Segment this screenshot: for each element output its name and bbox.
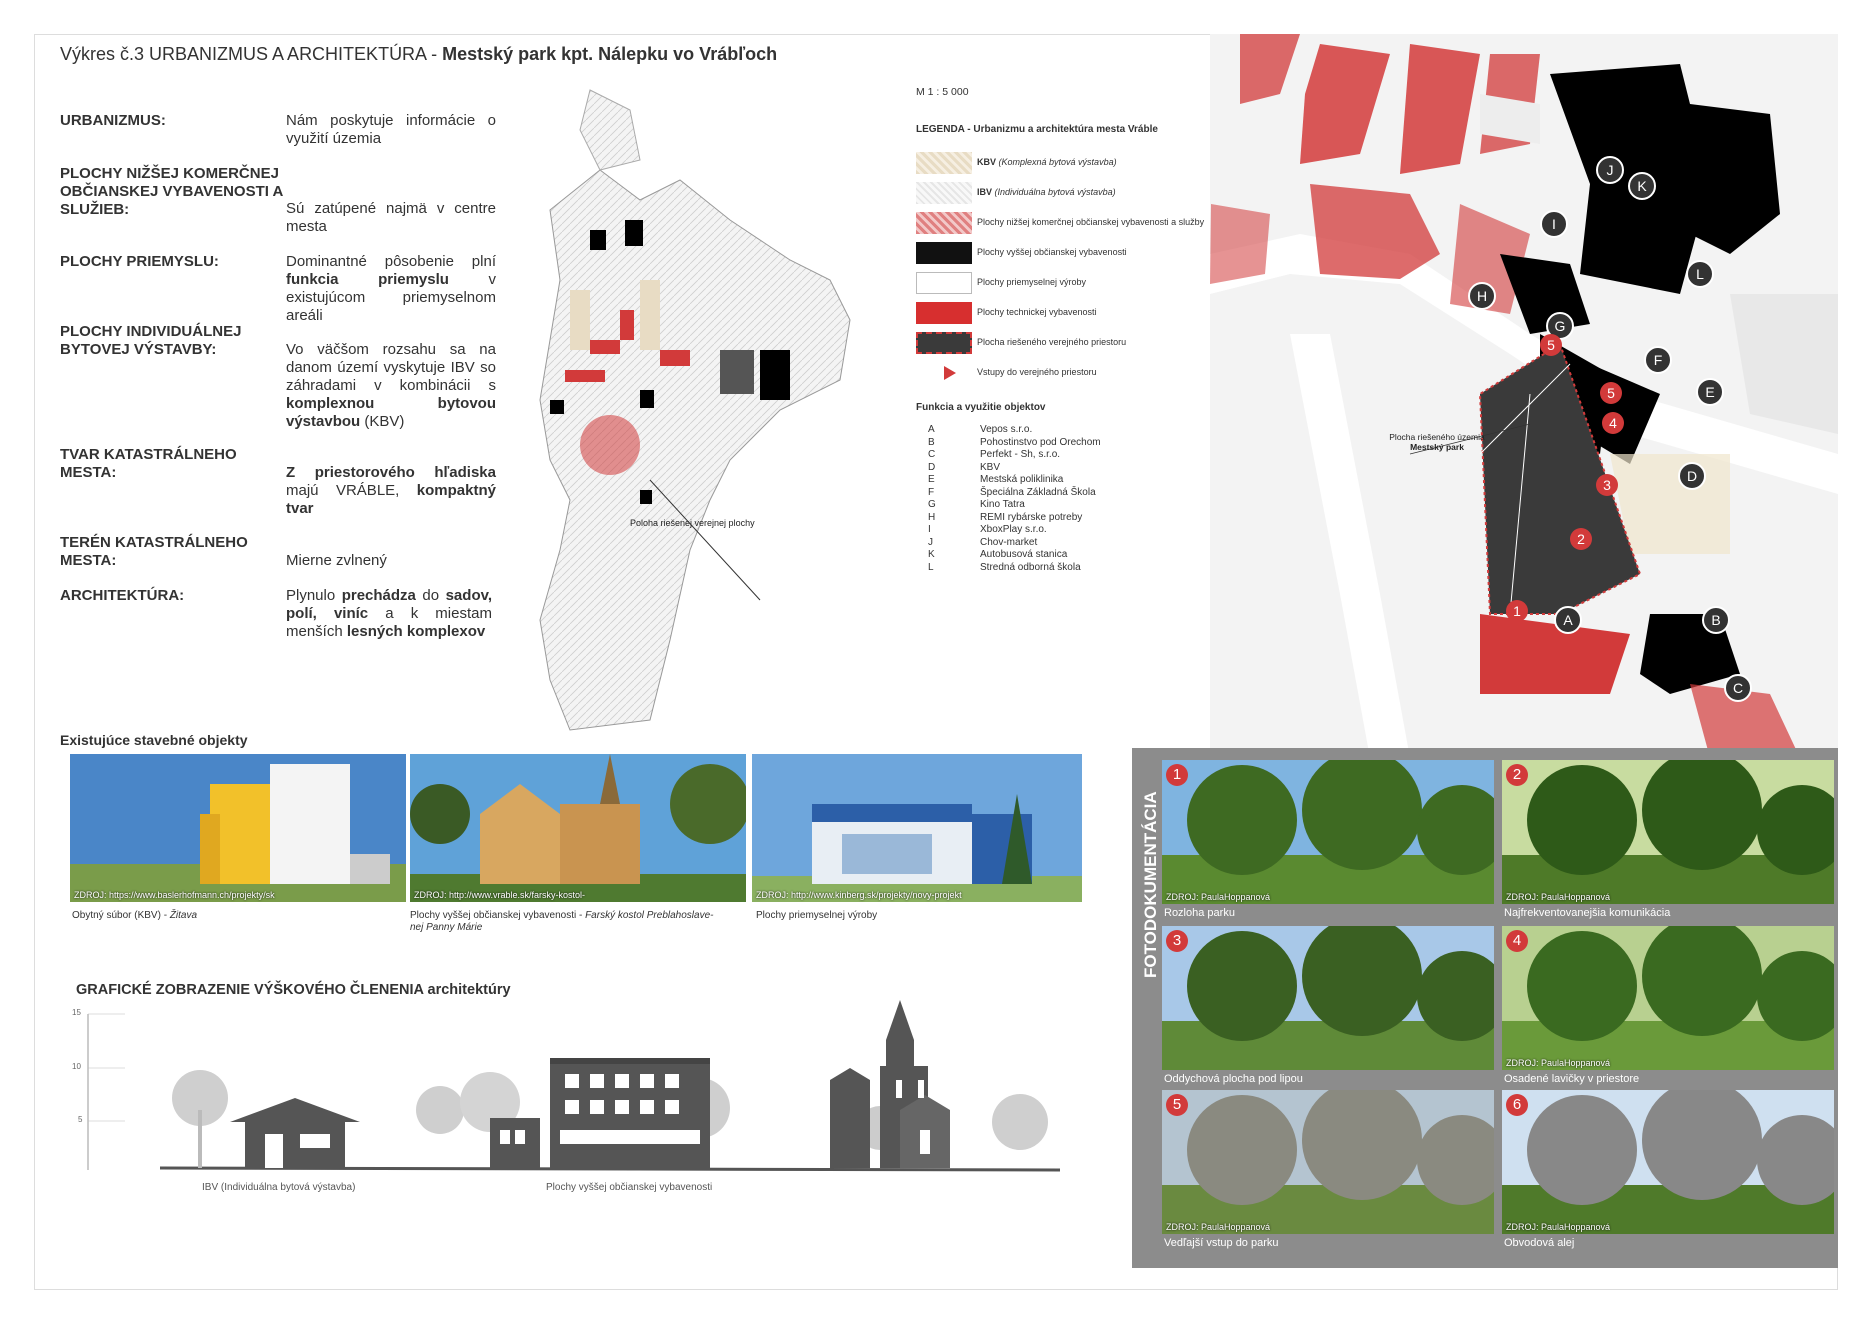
func-value: REMI rybárske potreby — [980, 511, 1083, 523]
tvar-b1: Z priestorového hľadiska — [286, 464, 496, 481]
func-value: Autobusová stanica — [980, 549, 1068, 560]
building-marker-a: A — [1554, 606, 1582, 634]
func-value: Vepos s.r.o. — [980, 424, 1033, 435]
entry-marker: 4 — [1602, 412, 1624, 434]
photo-church-caption — [410, 910, 713, 934]
komercna-text: Sú zatúpené najmä v centre mesta — [286, 200, 496, 235]
legend-swatch — [944, 366, 964, 380]
photo-kbv — [70, 754, 406, 902]
func-key: C — [928, 449, 936, 460]
fd-photo-svg — [1502, 926, 1834, 1070]
tvar-label: TVAR KATASTRÁLNEHO MESTA: — [60, 446, 237, 481]
fd-photo-caption: Oddychová plocha pod lipou — [1164, 1073, 1303, 1085]
entry-marker: 3 — [1596, 474, 1618, 496]
entry-marker: 5 — [1600, 382, 1622, 404]
legend-text — [977, 187, 1116, 197]
legend-italic: (Komplexná bytová výstavba) — [996, 157, 1117, 167]
map-poloha-label: Poloha riešenej verejnej plochy — [630, 518, 755, 528]
legend-row — [916, 302, 1246, 324]
func-key: B — [928, 436, 935, 448]
photo-kbv-caption — [72, 910, 197, 921]
func-key: A — [928, 424, 935, 435]
legend-title: LEGENDA - Urbanizmu a architektúra mesta Vráble — [916, 124, 1158, 135]
fd-photo-source: ZDROJ: PaulaHoppanová — [1506, 1058, 1611, 1068]
fd-photo-source: ZDROJ: PaulaHoppanová — [1166, 1222, 1271, 1232]
legend-text: Plochy priemyselnej výroby — [977, 277, 1087, 287]
legend-text: Vstupy do verejného priestoru — [977, 367, 1097, 377]
page-title — [60, 44, 777, 65]
fd-photo-number: 6 — [1506, 1094, 1528, 1116]
fd-photo-caption: Osadené lavičky v priestore — [1504, 1073, 1640, 1085]
kbv-cap: Obytný súbor (KBV) - — [72, 910, 170, 921]
legend-bold: KBV — [977, 157, 997, 167]
func-key: H — [928, 511, 936, 523]
legend-row — [916, 242, 1246, 264]
teren-text: Mierne zvlnený — [286, 552, 387, 569]
legend-text: Plochy vyššej občianskej vybavenosti — [977, 247, 1127, 257]
tvar-t1: majú VRÁBLE, — [286, 482, 417, 499]
komercna-label: PLOCHY NIŽŠEJ KOMERČNEJ OBČIANSKEJ VYBAVENOSTI A SLUŽIEB: — [60, 165, 283, 218]
photo-industry-caption: Plochy priemyselnej výroby — [756, 910, 878, 921]
legend-text: Plocha riešeného verejného priestoru — [977, 337, 1127, 347]
legend-text: Plochy technickej vybavenosti — [977, 307, 1097, 317]
fd-photo-source: ZDROJ: PaulaHoppanová — [1506, 1222, 1611, 1232]
fd-photo-svg — [1162, 926, 1494, 1070]
func-value: Perfekt - Sh, s.r.o. — [980, 449, 1061, 460]
legend-row — [916, 212, 1246, 234]
func-value: KBV — [980, 461, 1001, 473]
entry-marker: 1 — [1506, 600, 1528, 622]
arch-t2: do — [415, 587, 446, 604]
building-marker-j: J — [1596, 156, 1624, 184]
fd-photo-caption: Rozloha parku — [1164, 907, 1235, 919]
height-section — [60, 1000, 1070, 1210]
ibv-text — [286, 341, 496, 431]
func-key: E — [928, 474, 935, 485]
architektura-text — [286, 587, 492, 641]
legend-italic: (Individuálna bytová výstavba) — [992, 187, 1116, 197]
urbanizmus-text: Nám poskytuje informácie o využití územia — [286, 112, 496, 147]
legend-swatch — [916, 272, 972, 294]
kbv-cap-i: Žitava — [169, 910, 198, 921]
photo-industry-source: ZDROJ: http://www.kinberg.sk/projekty/novy-projekt — [756, 890, 962, 900]
fd-photo-source: ZDROJ: PaulaHoppanová — [1166, 892, 1271, 902]
fd-photo-svg — [1162, 760, 1494, 904]
fd-photo-5 — [1162, 1090, 1494, 1234]
func-key: G — [928, 499, 936, 510]
title-prefix: Výkres č.3 URBANIZMUS A ARCHITEKTÚRA - — [60, 44, 443, 64]
photo-kbv-source: ZDROJ: https://www.baslerhofmann.ch/projekty/sk — [74, 890, 275, 900]
fd-photo-2 — [1502, 760, 1834, 904]
fd-photo-svg — [1162, 1090, 1494, 1234]
legend-row — [916, 272, 1246, 294]
arch-b1: prechádza — [341, 587, 416, 604]
func-key: L — [928, 561, 934, 573]
fd-photo-3 — [1162, 926, 1494, 1070]
ibv-label: PLOCHY INDIVIDUÁLNEJ BYTOVEJ VÝSTAVBY: — [60, 323, 242, 358]
legend-text — [977, 157, 1117, 167]
func-key: K — [928, 549, 935, 560]
urbanizmus-label: URBANIZMUS: — [60, 112, 166, 129]
building-marker-l: L — [1686, 260, 1714, 288]
photo-kbv-svg — [70, 754, 406, 902]
height-section-svg — [60, 1000, 1070, 1210]
fd-photo-number: 2 — [1506, 764, 1528, 786]
legend-text: Plochy nižšej komerčnej občianskej vybavenosti a služby — [977, 217, 1205, 227]
building-marker-h: H — [1468, 282, 1496, 310]
church-cap-i: Farský kostol Preblahoslave- — [585, 910, 714, 921]
legend-swatch — [916, 332, 972, 354]
building-marker-i: I — [1540, 210, 1568, 238]
architektura-label: ARCHITEKTÚRA: — [60, 587, 185, 604]
legend-swatch — [916, 182, 972, 204]
building-marker-d: D — [1678, 462, 1706, 490]
legend-swatch — [916, 242, 972, 264]
fd-photo-source: ZDROJ: PaulaHoppanová — [1506, 892, 1611, 902]
height-tick-15: 15 — [72, 1008, 81, 1017]
legend-row — [916, 152, 1246, 174]
fotodokumentacia-title — [1136, 768, 1162, 988]
func-value: Chov-market — [980, 536, 1038, 548]
church-cap-2: nej Panny Márie — [410, 922, 483, 933]
title-bold: Mestský park kpt. Nálepku vo Vrábľoch — [442, 44, 778, 64]
fd-photo-6 — [1502, 1090, 1834, 1234]
height-tick-10: 10 — [72, 1062, 81, 1071]
legend-row — [916, 362, 1246, 384]
town-map-svg — [530, 80, 920, 740]
building-marker-g: G — [1546, 312, 1574, 340]
existing-buildings-title: Existujúce stavebné objekty — [60, 732, 248, 748]
arch-t1: Plynulo — [286, 587, 342, 604]
building-marker-b: B — [1702, 606, 1730, 634]
photo-church — [410, 754, 746, 902]
priemysel-b1: funkcia priemyslu — [286, 271, 449, 288]
func-key: I — [928, 524, 931, 535]
fd-photo-1 — [1162, 760, 1494, 904]
func-value: Mestská poliklinika — [980, 474, 1064, 485]
detail-map — [1210, 34, 1838, 758]
height-label-ibv: IBV (Individuálna bytová výstavba) — [202, 1182, 356, 1193]
fd-photo-4 — [1502, 926, 1834, 1070]
arch-t3: a k miestam menších — [286, 605, 492, 640]
func-value: XboxPlay s.r.o. — [980, 524, 1047, 535]
priemysel-text — [286, 253, 496, 325]
fd-photo-number: 4 — [1506, 930, 1528, 952]
height-tick-5: 5 — [78, 1115, 83, 1124]
ibv-t1: Vo väčšom rozsahu sa na danom území vyskytuje IBV so záhradami v kombinácii s — [286, 341, 496, 394]
building-marker-e: E — [1696, 378, 1724, 406]
func-key: J — [928, 536, 933, 548]
ibv-b1: komplexnou bytovou výstavbou — [286, 395, 496, 430]
arch-b3: lesných komplexov — [346, 623, 486, 640]
legend-row — [916, 332, 1246, 354]
fd-photo-number: 5 — [1166, 1094, 1188, 1116]
func-value: Kino Tatra — [980, 499, 1025, 510]
legend-swatch — [916, 212, 972, 234]
photo-church-svg — [410, 754, 746, 902]
arch-b2: sadov, polí, viníc — [286, 587, 492, 622]
fd-title-svg — [1136, 768, 1162, 988]
priemysel-t1: Dominantné pôsobenie plní — [286, 253, 496, 270]
legend-bold: IBV — [977, 187, 993, 197]
building-marker-f: F — [1644, 346, 1672, 374]
func-value: Pohostinstvo pod Orechom — [980, 436, 1101, 448]
plocha-label-2: Mestský park — [1410, 442, 1464, 452]
fd-photo-caption: Vedľajší vstup do parku — [1164, 1237, 1279, 1249]
fd-photo-number: 1 — [1166, 764, 1188, 786]
plocha-label-1: Plocha riešeného územia — [1389, 432, 1485, 442]
height-section-title: GRAFICKÉ ZOBRAZENIE VÝŠKOVÉHO ČLENENIA architektúry — [76, 982, 511, 998]
entry-marker: 2 — [1570, 528, 1592, 550]
fd-photo-caption: Najfrekventovanejšia komunikácia — [1504, 907, 1671, 919]
teren-label: TERÉN KATASTRÁLNEHO MESTA: — [60, 534, 248, 569]
tvar-text — [286, 464, 496, 518]
entry-marker: 5 — [1540, 334, 1562, 356]
func-key: F — [928, 486, 935, 498]
town-map — [530, 80, 920, 740]
func-value: Stredná odborná škola — [980, 561, 1081, 573]
func-title: Funkcia a využitie objektov — [916, 402, 1046, 413]
detail-map-svg — [1210, 34, 1838, 758]
svg-text:FOTODOKUMENTÁCIA: FOTODOKUMENTÁCIA — [1141, 791, 1160, 978]
ibv-t2: (KBV) — [360, 413, 405, 430]
legend-row — [916, 182, 1246, 204]
photo-church-source: ZDROJ: http://www.vrable.sk/farsky-kostol- — [414, 890, 586, 900]
priemysel-label: PLOCHY PRIEMYSLU: — [60, 253, 219, 270]
legend-swatch — [916, 302, 972, 324]
tvar-b2: kompaktný tvar — [286, 482, 496, 517]
photo-industry — [752, 754, 1082, 902]
map-scale: M 1 : 5 000 — [916, 86, 969, 98]
height-label-vybavenost: Plochy vyššej občianskej vybavenosti — [546, 1182, 713, 1193]
photo-industry-svg — [752, 754, 1082, 902]
building-marker-c: C — [1724, 674, 1752, 702]
church-cap: Plochy vyššej občianskej vybavenosti - — [410, 910, 586, 921]
priemysel-t2: v existujúcom priemyselnom areáli — [286, 271, 496, 324]
func-value: Špeciálna Základná Škola — [980, 486, 1096, 498]
building-marker-k: K — [1628, 172, 1656, 200]
fd-photo-number: 3 — [1166, 930, 1188, 952]
legend-swatch — [916, 152, 972, 174]
fd-photo-caption: Obvodová alej — [1504, 1237, 1575, 1249]
func-key: D — [928, 461, 936, 473]
fd-photo-svg — [1502, 760, 1834, 904]
fd-photo-svg — [1502, 1090, 1834, 1234]
plocha-label — [1382, 432, 1492, 452]
